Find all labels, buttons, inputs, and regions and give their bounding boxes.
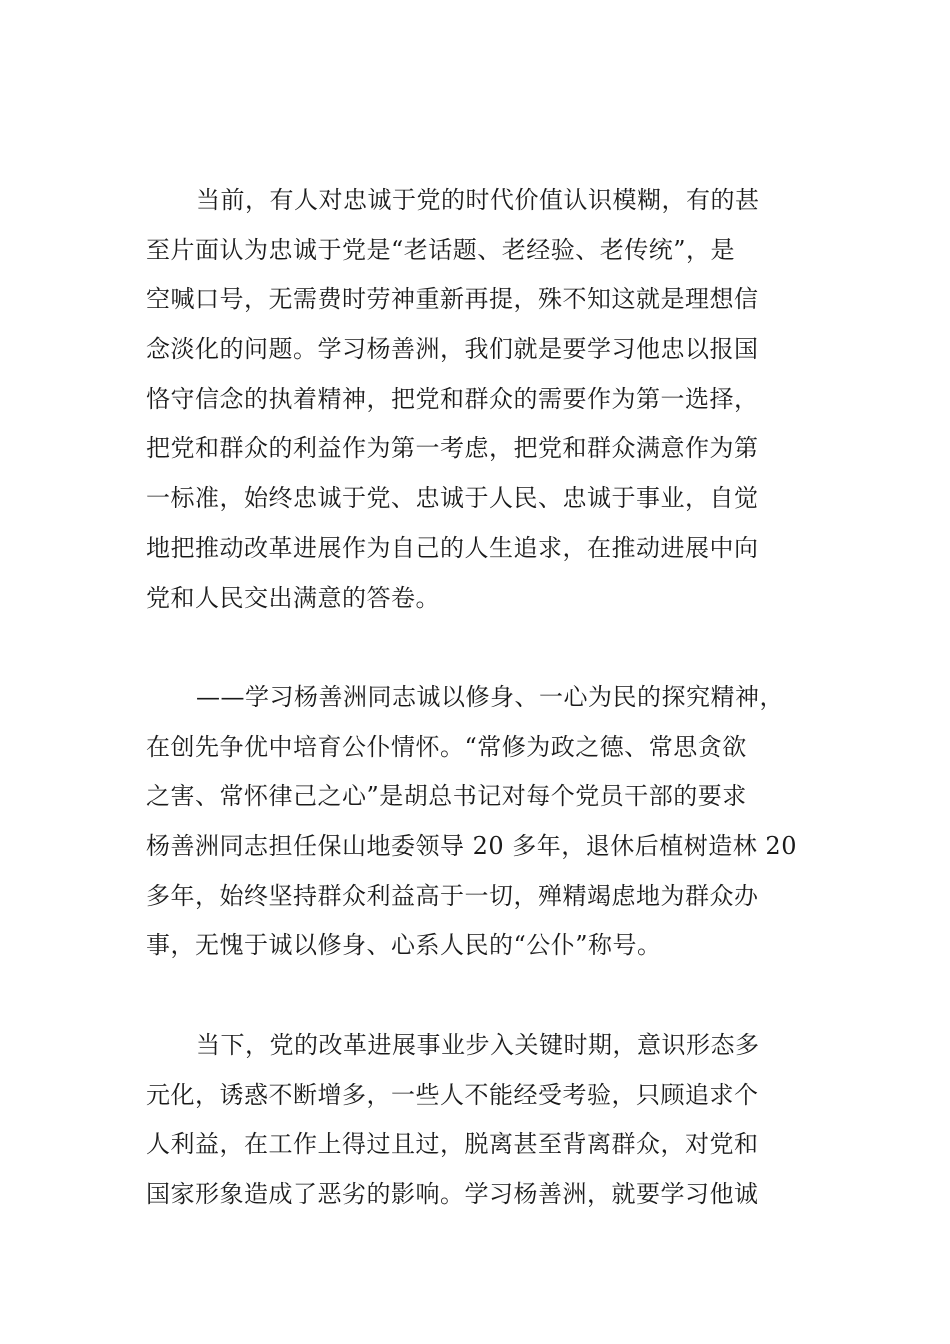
- paragraph-loyalty: [146, 176, 826, 623]
- text-line: 把党和群众的利益作为第一考虑，把党和群众满意作为第: [146, 434, 759, 463]
- text-line: 一标准，始终忠诚于党、忠诚于人民、忠诚于事业，自觉: [146, 484, 759, 513]
- text-line: 恪守信念的执着精神，把党和群众的需要作为第一选择，: [146, 384, 759, 413]
- paragraph-current-situation: [146, 1021, 826, 1220]
- text-line: 元化，诱惑不断增多，一些人不能经受考验，只顾追求个: [146, 1080, 759, 1109]
- text-line: 至片面认为忠诚于党是“老话题、老经验、老传统”，是: [146, 235, 736, 264]
- text-line: 空喊口号，无需费时劳神重新再提，殊不知这就是理想信: [146, 285, 759, 314]
- text-line: 国家形象造成了恶劣的影响。学习杨善洲，就要学习他诚: [146, 1180, 759, 1209]
- text-line: ——学习杨善洲同志诚以修身、一心为民的探究精神，: [196, 683, 784, 711]
- text-line: 当下，党的改革进展事业步入关键时期，意识形态多: [196, 1031, 760, 1059]
- text-line: 杨善洲同志担任保山地委领导 20 多年，退休后植树造林 20: [146, 832, 797, 861]
- text-line: 事，无愧于诚以修身、心系人民的“公仆”称号。: [146, 931, 662, 960]
- paragraph-integrity: [146, 673, 826, 971]
- text-line: 念淡化的问题。学习杨善洲，我们就是要学习他忠以报国: [146, 335, 759, 364]
- text-line: 多年，始终坚持群众利益高于一切，殚精竭虑地为群众办: [146, 881, 759, 910]
- text-line: 当前，有人对忠诚于党的时代价值认识模糊，有的甚: [196, 186, 760, 214]
- text-line: 人利益，在工作上得过且过，脱离甚至背离群众，对党和: [146, 1130, 759, 1159]
- text-line: 地把推动改革进展作为自己的人生追求，在推动进展中向: [146, 533, 759, 562]
- text-line: 党和人民交出满意的答卷。: [146, 583, 440, 612]
- text-line: 之害、常怀律己之心”是胡总书记对每个党员干部的要求: [146, 782, 747, 811]
- text-line: 在创先争优中培育公仆情怀。“常修为政之德、常思贪欲: [146, 732, 747, 761]
